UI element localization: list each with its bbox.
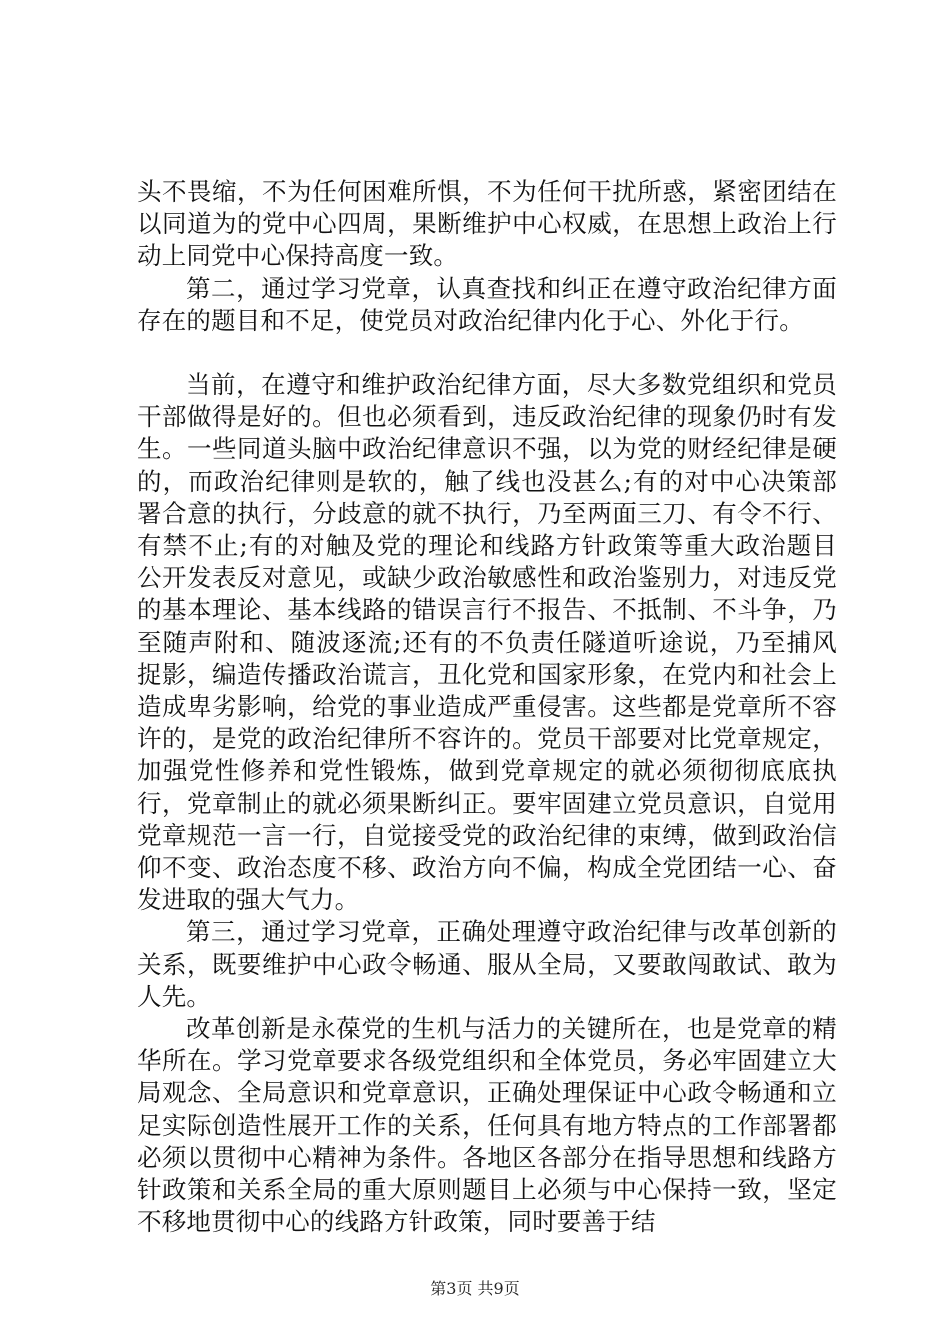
page-footer: 第3页 共9页 (430, 1279, 520, 1298)
paragraph-point-two: 第二，通过学习党章，认真查找和纠正在遵守政治纪律方面存在的题目和不足，使党员对政治纪律内化于心、外化于行。 (137, 273, 837, 335)
document-body (137, 176, 837, 1239)
paragraph-point-three: 第三，通过学习党章，正确处理遵守政治纪律与改革创新的关系，既要维护中心政令畅通、服从全局，又要敢闯敢试、敢为人先。 (137, 917, 837, 1011)
paragraph-reform-innovation: 改革创新是永葆党的生机与活力的关键所在，也是党章的精华所在。学习党章要求各级党组织和全体党员，务必牢固建立大局观念、全局意识和党章意识，正确处理保证中心政令畅通和立足实际创造性展开工作的关系，任何具有地方特点的工作部署都必须以贯彻中心精神为条件。各地区各部分在指导思想和线路方针政策和关系全局的重大原则题目上必须与中心保持一致，坚定不移地贯彻中心的线路方针政策，同时要善于结 (137, 1014, 837, 1237)
paragraph-continuation: 头不畏缩，不为任何困难所惧，不为任何干扰所惑，紧密团结在以同道为的党中心四周，果断维护中心权威，在思想上政治上行动上同党中心保持高度一致。 (137, 177, 837, 271)
paragraph-spacer (137, 337, 837, 369)
paragraph-current-situation: 当前，在遵守和维护政治纪律方面，尽大多数党组织和党员干部做得是好的。但也必须看到，违反政治纪律的现象仍时有发生。一些同道头脑中政治纪律意识不强，以为党的财经纪律是硬的，而政治纪律则是软的，触了线也没甚么;有的对中心决策部署合意的执行，分歧意的就不执行，乃至两面三刀、有令不行、有禁不止;有的对触及党的理论和线路方针政策等重大政治题目公开发表反对意见，或缺少政治敏感性和政治鉴别力，对违反党的基本理论、基本线路的错误言行不报告、不抵制、不斗争，乃至随声附和、随波逐流;还有的不负责任隧道听途说，乃至捕风捉影，编造传播政治谎言，丑化党和国家形象，在党内和社会上造成卑劣影响，给党的事业造成严重侵害。这些都是党章所不容许的，是党的政治纪律所不容许的。党员干部要对比党章规定，加强党性修养和党性锻炼，做到党章规定的就必须彻彻底底执行，党章制止的就必须果断纠正。要牢固建立党员意识，自觉用党章规范一言一行，自觉接受党的政治纪律的束缚，做到政治信仰不变、政治态度不移、政治方向不偏，构成全党团结一心、奋发进取的强大气力。 (137, 370, 837, 915)
